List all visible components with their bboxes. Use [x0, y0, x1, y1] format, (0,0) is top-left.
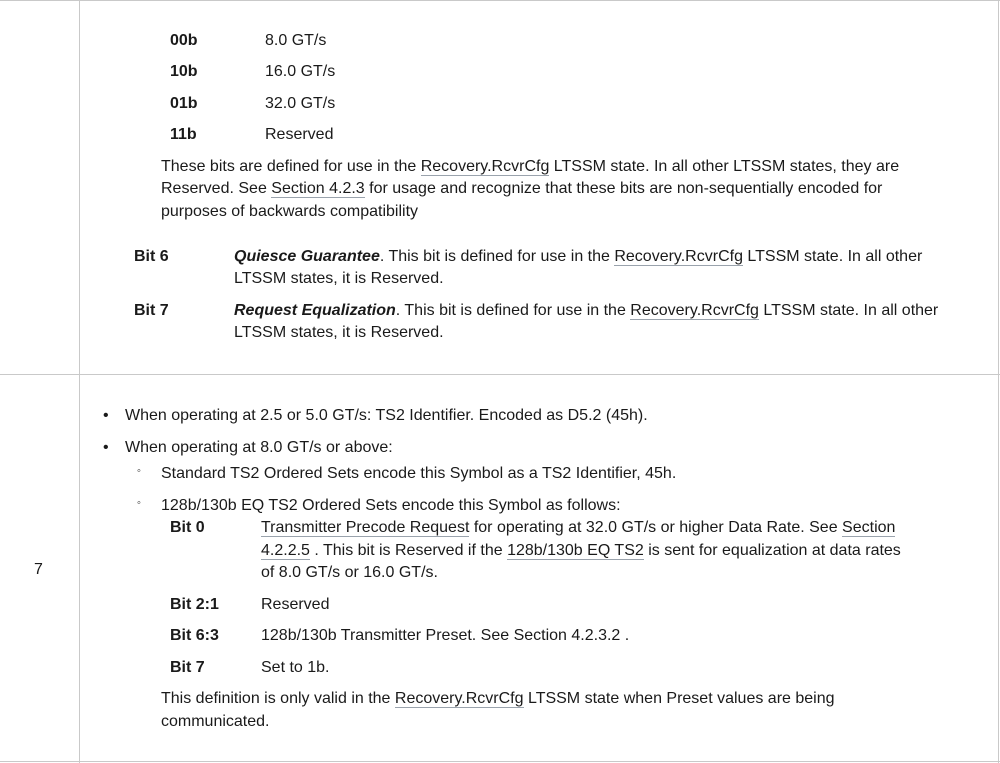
section-4-2-3-link[interactable]: Section 4.2.3: [271, 180, 365, 197]
sub-bullet-icon: ◦: [137, 465, 141, 477]
bit-label: Bit 6: [134, 248, 169, 265]
para-text: for usage and recognize that these bits are non-sequentially encoded for: [364, 180, 883, 197]
row-divider: [0, 374, 1000, 375]
bullet-icon: •: [103, 439, 109, 456]
sub-bullet-text: Standard TS2 Ordered Sets encode this Symbol as a TS2 Identifier, 45h.: [161, 465, 677, 482]
section-4-2-2-5-link[interactable]: 4.2.2.5: [261, 542, 310, 559]
bit-text: LTSSM states, it is Reserved.: [234, 324, 444, 341]
encoding-code: 10b: [170, 63, 198, 80]
para-text: These bits are defined for use in the: [161, 158, 421, 175]
column-divider: [79, 0, 80, 763]
quiesce-guarantee-term: Quiesce Guarantee: [234, 248, 380, 265]
bullet-text: When operating at 8.0 GT/s or above:: [125, 439, 393, 456]
bit-text: for operating at 32.0 GT/s or higher Data Rate. See: [469, 519, 843, 536]
section-link[interactable]: Section: [842, 519, 896, 536]
bit-label: Bit 2:1: [170, 596, 219, 613]
para-text: LTSSM state when Preset values are being: [523, 690, 835, 707]
encoding-value: 8.0 GT/s: [265, 32, 327, 49]
para-text: This definition is only valid in the: [161, 690, 395, 707]
encoding-value: 32.0 GT/s: [265, 95, 336, 112]
bit-label: Bit 0: [170, 519, 205, 536]
table-bottom-border: [0, 761, 1000, 762]
encoding-value: 16.0 GT/s: [265, 63, 336, 80]
bit-text: 128b/130b Transmitter Preset. See Section 4.2.3.2 .: [261, 627, 630, 644]
bit-text: Reserved: [261, 596, 330, 613]
bit-text: . This bit is defined for use in the: [379, 248, 615, 265]
encoding-value: Reserved: [265, 126, 334, 143]
para-text: communicated.: [161, 713, 270, 730]
para-text: purposes of backwards compatibility: [161, 203, 419, 220]
para-text: LTSSM state. In all other LTSSM states, they are: [549, 158, 900, 175]
request-equalization-term: Request Equalization: [234, 302, 396, 319]
bullet-icon: •: [103, 407, 109, 424]
sub-bullet-text: 128b/130b EQ TS2 Ordered Sets encode this Symbol as follows:: [161, 497, 621, 514]
bit-text: . This bit is defined for use in the: [395, 302, 631, 319]
table-top-border: [0, 0, 1000, 1]
encoding-code: 00b: [170, 32, 198, 49]
bit-text: LTSSM state. In all other: [758, 302, 939, 319]
bit-text: Set to 1b.: [261, 659, 330, 676]
bit-label: Bit 7: [170, 659, 205, 676]
eq-ts2-link[interactable]: 128b/130b EQ TS2: [507, 542, 644, 559]
bit-text: is sent for equalization at data rates: [643, 542, 901, 559]
encoding-code: 11b: [170, 126, 197, 143]
encoding-code: 01b: [170, 95, 198, 112]
bit-label: Bit 6:3: [170, 627, 219, 644]
bit-label: Bit 7: [134, 302, 169, 319]
para-text: Reserved. See: [161, 180, 272, 197]
bit-text: LTSSM states, it is Reserved.: [234, 270, 444, 287]
sub-bullet-icon: ◦: [137, 497, 141, 509]
symbol-number: 7: [34, 561, 43, 578]
bit-text: of 8.0 GT/s or 16.0 GT/s.: [261, 564, 438, 581]
recovery-rcvrcfg-link[interactable]: Recovery.RcvrCfg: [394, 690, 524, 707]
transmitter-precode-request-link[interactable]: Transmitter Precode Request: [261, 519, 470, 536]
bit-text: . This bit is Reserved if the: [309, 542, 508, 559]
recovery-rcvrcfg-link[interactable]: Recovery.RcvrCfg: [614, 248, 743, 265]
recovery-rcvrcfg-link[interactable]: Recovery.RcvrCfg: [630, 302, 759, 319]
bit-text: LTSSM state. In all other: [742, 248, 923, 265]
table-right-border: [998, 0, 999, 763]
recovery-rcvrcfg-link[interactable]: Recovery.RcvrCfg: [420, 158, 550, 175]
bullet-text: When operating at 2.5 or 5.0 GT/s: TS2 Identifier. Encoded as D5.2 (45h).: [125, 407, 648, 424]
